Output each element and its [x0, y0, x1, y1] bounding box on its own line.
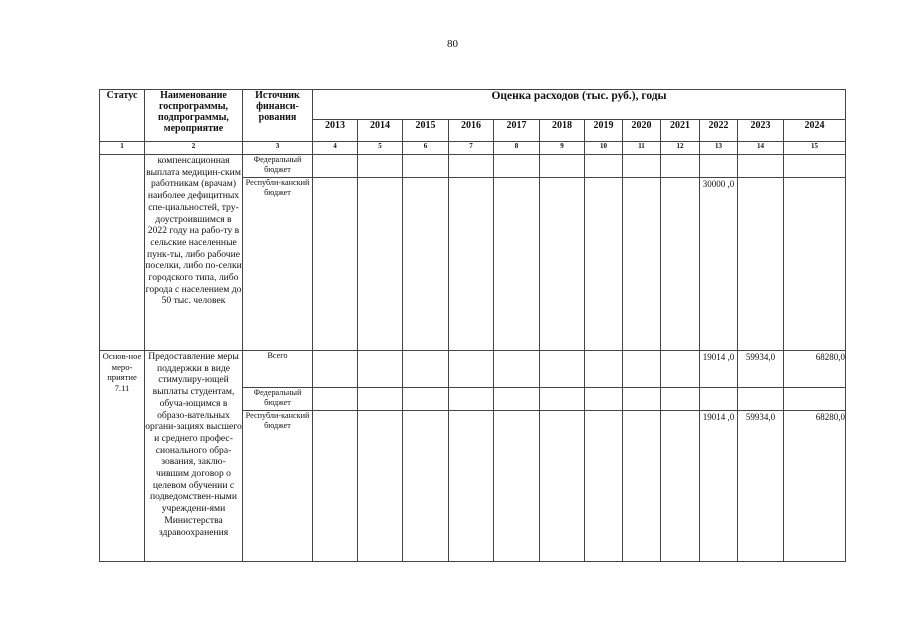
year-header: 2023 — [738, 120, 784, 142]
value-2024: 68280,0 — [784, 411, 846, 562]
source-cell: Республи-канский бюджет — [243, 411, 313, 562]
header-source: Источник финанси-рования — [243, 90, 313, 142]
header-costs-title: Оценка расходов (тыс. руб.), годы — [313, 90, 846, 120]
year-header: 2021 — [661, 120, 700, 142]
source-cell: Федеральный бюджет — [243, 388, 313, 411]
value-2023: 59934,0 — [738, 411, 784, 562]
year-header: 2019 — [585, 120, 623, 142]
column-number: 6 — [403, 142, 449, 155]
status-cell — [100, 155, 145, 351]
column-number: 11 — [623, 142, 661, 155]
column-number: 12 — [661, 142, 700, 155]
table-row — [100, 155, 846, 178]
column-number: 13 — [700, 142, 738, 155]
measure-name: компенсационная выплата медицин-ским работникам (врачам) наиболее дефицитных спе-циальностей, тру-доустроившимся в 2022 году на рабо-ту в сельские населенные пунк-ты, либо рабочие поселки, либо по-селки городского типа, либо города с населением до 50 тыс. человек — [145, 155, 243, 351]
source-cell: Всего — [243, 351, 313, 388]
value-2024 — [784, 388, 846, 411]
year-header: 2017 — [494, 120, 540, 142]
column-number: 1 — [100, 142, 145, 155]
value-2024 — [784, 155, 846, 178]
source-cell: Федеральный бюджет — [243, 155, 313, 178]
value-2022 — [700, 155, 738, 178]
year-header: 2016 — [449, 120, 494, 142]
value-2023 — [738, 155, 784, 178]
value-2023 — [738, 388, 784, 411]
value-2022 — [700, 388, 738, 411]
year-header: 2018 — [540, 120, 585, 142]
year-header: 2013 — [313, 120, 358, 142]
column-number: 14 — [738, 142, 784, 155]
column-number: 15 — [784, 142, 846, 155]
year-header: 2022 — [700, 120, 738, 142]
year-header: 2024 — [784, 120, 846, 142]
source-cell: Республи-канский бюджет — [243, 178, 313, 351]
column-number: 7 — [449, 142, 494, 155]
value-2024: 68280,0 — [784, 351, 846, 388]
value-2023 — [738, 178, 784, 351]
year-header: 2020 — [623, 120, 661, 142]
year-header: 2015 — [403, 120, 449, 142]
column-number: 3 — [243, 142, 313, 155]
column-number: 5 — [358, 142, 403, 155]
page-number: 80 — [447, 38, 458, 50]
measure-name: Предоставление меры поддержки в виде стимулиру-ющей выплаты студентам, обуча-ющимся в образо-вательных органи-зациях высшего и среднего профес-сионального обра-зования, заклю-чившим договор о целевом обучении с подведомствен-ными учреждени-ями Министерства здравоохранения — [145, 351, 243, 562]
column-number: 9 — [540, 142, 585, 155]
column-number: 10 — [585, 142, 623, 155]
column-number: 2 — [145, 142, 243, 155]
year-header: 2014 — [358, 120, 403, 142]
header-name: Наименование госпрограммы, подпрограммы, мероприятие — [145, 90, 243, 142]
value-2022: 30000 ,0 — [700, 178, 738, 351]
value-2024 — [784, 178, 846, 351]
table-row — [100, 351, 846, 388]
value-2022: 19014 ,0 — [700, 351, 738, 388]
value-2022: 19014 ,0 — [700, 411, 738, 562]
column-number: 8 — [494, 142, 540, 155]
header-status: Статус — [100, 90, 145, 142]
status-cell: Основ-ное меро-приятие 7.11 — [100, 351, 145, 562]
expenses-table — [99, 89, 846, 562]
column-number: 4 — [313, 142, 358, 155]
value-2023: 59934,0 — [738, 351, 784, 388]
